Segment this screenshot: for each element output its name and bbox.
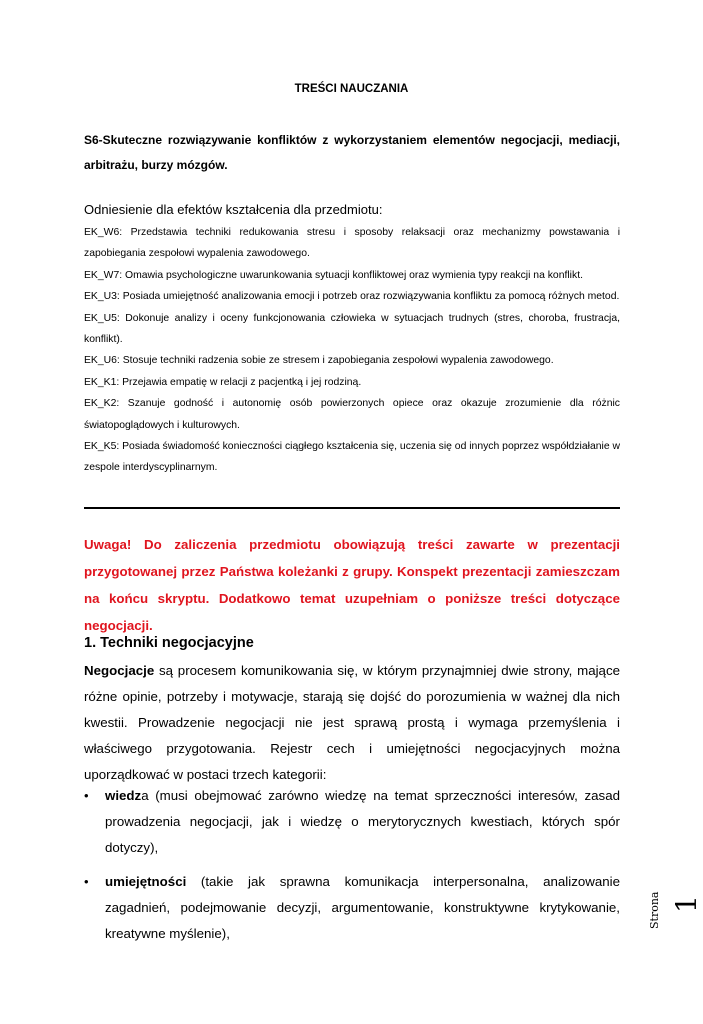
bullet-text: a (musi obejmować zarówno wiedzę na temat sprzeczności interesów, zasad prowadzenia negocjacji, jak i wiedzę o merytorycznych kwestiach, których spór dotyczy),	[105, 788, 620, 855]
list-item: EK_U3: Posiada umiejętność analizowania emocji i potrzeb oraz rozwiązywania konfliktu za pomocą różnych metod.	[84, 291, 620, 303]
list-item: EK_W6: Przedstawia techniki redukowania stresu i sposoby relaksacji oraz mechanizmy powstawania i zapobiegania zespołowi wypalenia zawodowego.	[84, 227, 620, 260]
list-item: EK_W7: Omawia psychologiczne uwarunkowania sytuacji konfliktowej oraz wymienia typy reakcji na konflikt.	[84, 269, 583, 281]
reference-heading: Odniesienie dla efektów kształcenia dla przedmiotu:	[84, 202, 383, 217]
bullet-marker: •	[84, 788, 89, 803]
list-item	[84, 783, 620, 861]
learning-effects-list	[84, 222, 620, 479]
intro-paragraph	[84, 658, 620, 788]
bullet-term: umiejętności	[105, 874, 187, 889]
paragraph-term: Negocjacje	[84, 663, 155, 678]
page-footer	[628, 885, 703, 945]
list-item: EK_K1: Przejawia empatię w relacji z pacjentką i jej rodziną.	[84, 376, 362, 388]
horizontal-divider	[84, 507, 620, 509]
page-title: TREŚCI NAUCZANIA	[294, 83, 409, 95]
bullet-text: (takie jak sprawna komunikacja interpersonalna, analizowanie zagadnień, podejmowanie decyzji, argumentowanie, konstruktywne krytykowanie, kreatywne myślenie),	[105, 874, 620, 941]
page-number: 1	[670, 895, 703, 913]
bullet-term: wiedz	[105, 788, 142, 803]
warning-note: Uwaga! Do zaliczenia przedmiotu obowiązują treści zawarte w prezentacji przygotowanej przez Państwa koleżanki z grupy. Konspekt prezentacji zamieszczam na końcu skryptu. Dodatkowo temat uzupełniam o poniższe treści dotyczące negocjacji.	[84, 537, 620, 633]
subject-heading: S6-Skuteczne rozwiązywanie konfliktów z wykorzystaniem elementów negocjacji, mediacji, arbitrażu, burzy mózgów.	[84, 133, 620, 172]
bullet-marker: •	[84, 874, 89, 889]
list-item: EK_K2: Szanuje godność i autonomię osób powierzonych opiece oraz okazuje zrozumienie dla różnic światopoglądowych i kulturowych.	[84, 398, 620, 431]
page-label: Strona	[648, 891, 661, 929]
list-item: EK_U6: Stosuje techniki radzenia sobie ze stresem i zapobiegania zespołowi wypalenia zawodowego.	[84, 355, 554, 367]
list-item: EK_K5: Posiada świadomość konieczności ciągłego kształcenia się, uczenia się od innych poprzez współdziałanie w zespole interdyscyplinarnym.	[84, 441, 620, 474]
paragraph-text: są procesem komunikowania się, w którym przynajmniej dwie strony, mające różne opinie, potrzeby i motywacje, starają się dojść do porozumienia w ważnej dla nich kwestii. Prowadzenie negocjacji nie jest sprawą prostą i wymaga przemyślenia i właściwego przygotowania. Rejestr cech i umiejętności negocjacyjnych można uporządkować w postaci trzech kategorii:	[84, 663, 620, 782]
categories-list	[84, 783, 620, 955]
list-item	[84, 869, 620, 947]
section-heading: 1. Techniki negocjacyjne	[84, 635, 254, 651]
list-item: EK_U5: Dokonuje analizy i oceny funkcjonowania człowieka w sytuacjach trudnych (stres, choroba, frustracja, konflikt).	[84, 312, 620, 346]
